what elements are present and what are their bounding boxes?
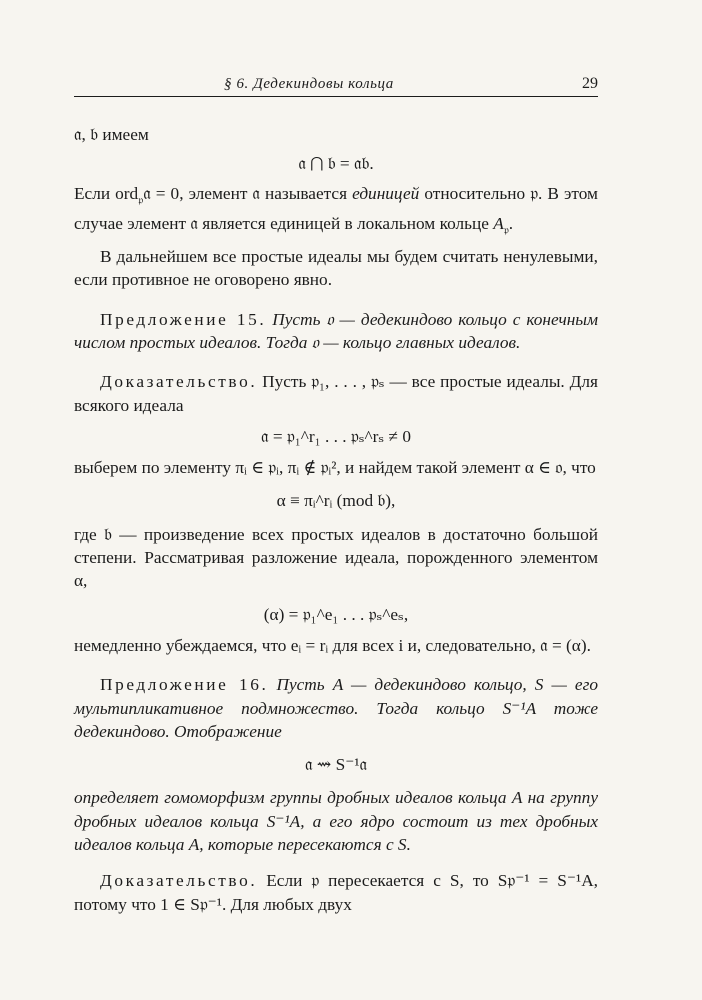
formula-principal-decomposition: (α) = 𝔭₁^e₁ . . . 𝔭ₛ^eₛ,: [263, 604, 409, 624]
book-page: [74, 70, 598, 916]
intro-line: 𝔞, 𝔟 имеем: [74, 125, 149, 144]
paragraph-nonzero-primes: В дальнейшем все простые идеалы мы будем считать ненулевыми, если противное не оговорено явно.: [74, 247, 598, 290]
proof-1-label: Доказательство.: [100, 372, 258, 392]
paragraph-conclusion: немедленно убеждаемся, что eᵢ = rᵢ для всех i и, следовательно, 𝔞 = (α).: [74, 635, 591, 655]
paragraph-unit-definition: Если ord$_𝔭$𝔞 = 0, элемент 𝔞 называется единицей относительно 𝔭. В этом случае элемент 𝔞 является единицей в локальном кольце $A_𝔭$.: [74, 183, 598, 237]
paragraph-product-primes: где 𝔟 — произведение всех простых идеалов в достаточно большой степени. Рассматривая разложение идеала, порожденного элементом α,: [74, 524, 598, 591]
proof-2-start: Доказательство. Если 𝔭 пересекается с S, то S𝔭⁻¹ = S⁻¹A, потому что 1 ∈ S𝔭⁻¹. Для любых двух: [74, 871, 598, 914]
proposition-16-text: Пусть A — дедекиндово кольцо, S — его мультипликативное подмножество. Тогда кольцо S⁻¹A тоже дедекиндово. Отображение: [74, 675, 598, 741]
proposition-15: [74, 308, 598, 355]
proof-2-label: Доказательство.: [100, 871, 258, 891]
running-title: § 6. Дедекиндовы кольца: [224, 76, 394, 92]
formula-congruence: α ≡ πᵢ^rᵢ (mod 𝔟),: [276, 491, 396, 511]
running-header: [74, 70, 598, 97]
paragraph-choose-elements: выберем по элементу πᵢ ∈ 𝔭ᵢ, πᵢ ∉ 𝔭ᵢ², и найдем такой элемент α ∈ 𝔬, что: [74, 458, 596, 478]
proof-1-start: Доказательство. Пусть 𝔭₁, . . . , 𝔭ₛ — все простые идеалы. Для всякого идеала: [74, 372, 598, 415]
page-number: 29: [582, 75, 598, 92]
paragraph-homomorphism: определяет гомоморфизм группы дробных идеалов кольца A на группу дробных идеалов кольца S⁻¹A, а его ядро состоит из тех дробных идеалов кольца A, которые пересекаются с S.: [74, 788, 598, 855]
proposition-15-label: Предложение 15.: [100, 309, 267, 329]
formula-factorization: 𝔞 = 𝔭₁^r₁ . . . 𝔭ₛ^rₛ ≠ 0: [261, 426, 411, 446]
proposition-15-text: Пусть 𝔬 — дедекиндово кольцо с конечным числом простых идеалов. Тогда 𝔬 — кольцо главных идеалов.: [74, 309, 599, 352]
formula-intersection: 𝔞 ⋂ 𝔟 = 𝔞𝔟.: [298, 154, 374, 174]
proposition-16-label: Предложение 16.: [100, 675, 269, 695]
proposition-16: [74, 673, 598, 743]
formula-localization-map: 𝔞 ⇝ S⁻¹𝔞: [304, 755, 368, 775]
